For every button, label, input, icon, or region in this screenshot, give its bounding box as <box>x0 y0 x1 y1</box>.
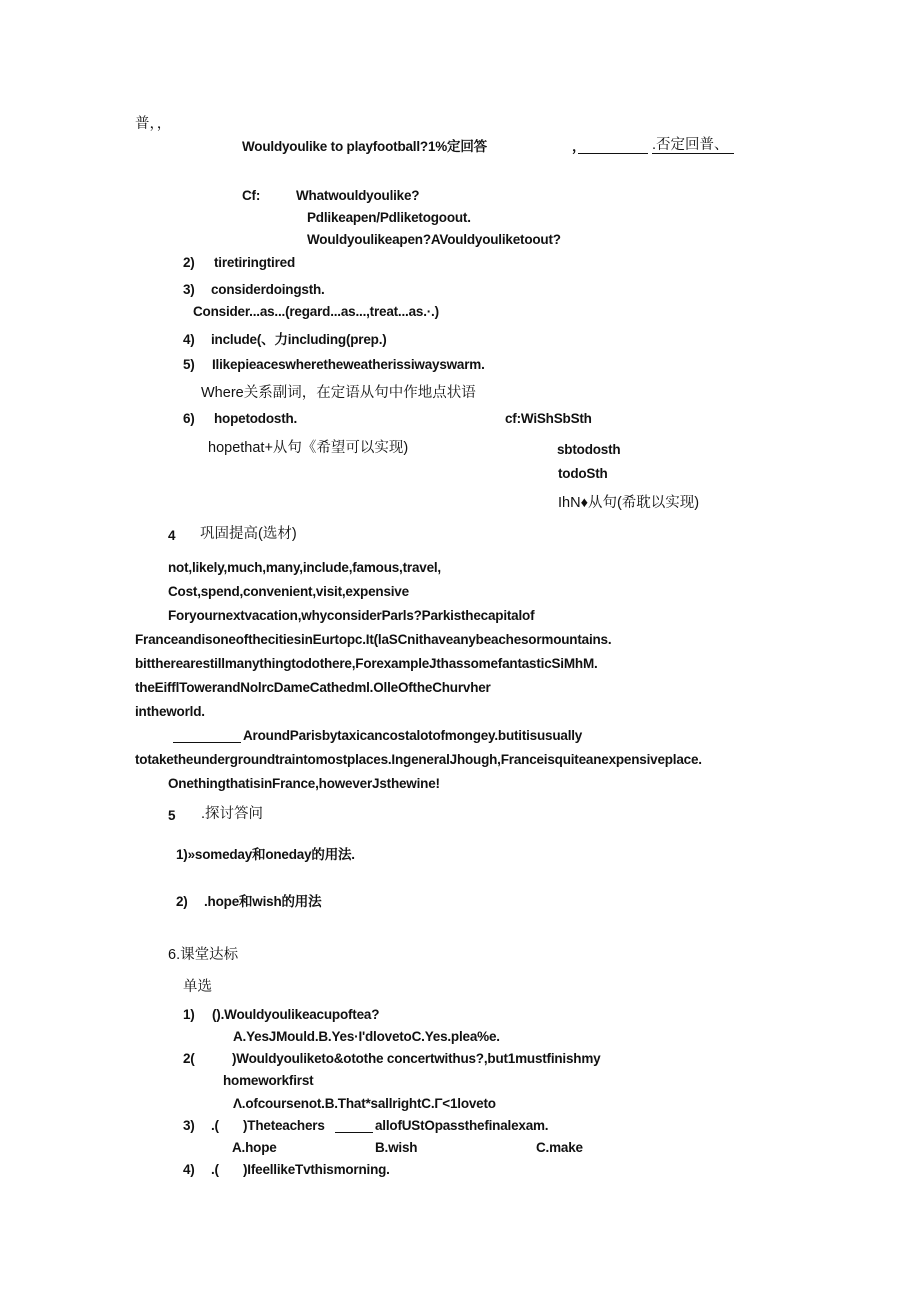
item-number: 3) <box>183 1118 195 1133</box>
section-number: 5 <box>168 808 176 823</box>
item-number: 6) <box>183 411 195 426</box>
passage-line: Foryournextvacation,whyconsiderParls?Parkisthecapitalof <box>168 608 535 623</box>
item-number: 2) <box>183 255 195 270</box>
note-include: include(、力including(prep.) <box>211 332 387 347</box>
item-number: 3) <box>183 282 195 297</box>
note-wish-sb: sbtodosth <box>557 442 621 457</box>
answer-blank-positive <box>578 137 648 154</box>
note-where-explain: Where关系副词，在定语从句中作地点状语 <box>201 385 476 401</box>
passage-line: FranceandisoneofthecitiesinEurtopc.It(laSCnithaveanybeachesormountains. <box>135 632 612 647</box>
section-number: 4 <box>168 528 176 543</box>
mc-option-c: C.make <box>536 1140 583 1155</box>
bracket-open: .( <box>211 1162 219 1177</box>
passage-blank[interactable] <box>173 726 241 743</box>
passage-line: theEifflTowerandNolrcDameCathedml.OlleOftheChurvher <box>135 680 491 695</box>
discussion-question: 1)»someday和oneday的用法. <box>176 847 355 862</box>
question-line: Wouldyoulike to playfootball?1%定回答 <box>242 139 487 154</box>
bracket-open: .( <box>211 1118 219 1133</box>
item-number: 5) <box>183 357 195 372</box>
section-heading: .探讨答问 <box>201 806 264 822</box>
cf-answer: Pdlikeapen/Pdliketogoout. <box>307 210 471 225</box>
passage-line: bittherearestillmanythingtodothere,ForexampleJthassomefantasticSiMhM. <box>135 656 598 671</box>
note-tire: tiretiringtired <box>214 255 296 270</box>
mc-question: ().Wouldyoulikeacupoftea? <box>212 1007 380 1022</box>
item-number: 2( <box>183 1051 195 1066</box>
mc-question-cont: homeworkfirst <box>223 1073 314 1088</box>
mc-options: Λ.ofcoursenot.B.That*sallrightC.Γ<1loveto <box>233 1096 496 1111</box>
answer-blank[interactable] <box>335 1116 373 1133</box>
subsection-heading: 单选 <box>183 979 212 995</box>
cf-label: Cf: <box>242 188 261 203</box>
note-consider: considerdoingsth. <box>211 282 325 297</box>
note-wish-cf: cf:WiShSbSth <box>505 411 592 426</box>
negative-answer-label: .否定回普、 <box>652 137 729 153</box>
mc-question: )IfeellikeTvthismorning. <box>243 1162 390 1177</box>
note-wish-clause: IhN♦从句(希耽以实现) <box>558 495 700 511</box>
note-consider-as: Consider...as...(regard...as...,treat...as.·.) <box>193 304 439 319</box>
note-hope-that: hopethat+从句《希望可以实现) <box>208 440 409 456</box>
word-bank-line: not,likely,much,many,include,famous,travel, <box>168 560 441 575</box>
note-wish-todo: todoSth <box>558 466 608 481</box>
item-number: 4) <box>183 332 195 347</box>
item-number: 4) <box>183 1162 195 1177</box>
word-bank-line: Cost,spend,convenient,visit,expensive <box>168 584 409 599</box>
item-number: 1) <box>183 1007 195 1022</box>
passage-line: AroundParisbytaxicancostalotofmongey.butitisusually <box>243 728 583 743</box>
note-where-sentence: Ilikepieaceswheretheweatherissiwayswarm. <box>212 357 485 372</box>
header-fragment: 普，， <box>135 116 172 132</box>
section-heading: 6.课堂达标 <box>168 947 239 963</box>
section-heading: 巩固提高(选材) <box>200 526 297 542</box>
comma-text: ， <box>572 139 586 154</box>
mc-question: )Theteachers <box>243 1118 325 1133</box>
passage-line: intheworld. <box>135 704 205 719</box>
mc-question: )Wouldyouliketo&otothe concertwithus?,but1mustfinishmy <box>232 1051 601 1066</box>
mc-option-b: B.wish <box>375 1140 418 1155</box>
passage-line: OnethingthatisinFrance,howeverJsthewine! <box>168 776 440 791</box>
cf-question: Whatwouldyoulike? <box>296 188 420 203</box>
mc-options: A.YesJMould.B.Yes·I'dlovetoC.Yes.plea%e. <box>233 1029 500 1044</box>
passage-line: totaketheundergroundtraintomostplaces.IngeneralJhough,Franceisquiteanexpensiveplace. <box>135 752 702 767</box>
cf-example: Wouldyoulikeapen?AVouldyouliketoout? <box>307 232 561 247</box>
mc-option-a: A.hope <box>232 1140 277 1155</box>
discussion-question: .hope和wish的用法 <box>204 894 322 909</box>
item-number: 2) <box>176 894 188 909</box>
note-hope: hopetodosth. <box>214 411 298 426</box>
mc-question: allofUStOpassthefinalexam. <box>375 1118 549 1133</box>
